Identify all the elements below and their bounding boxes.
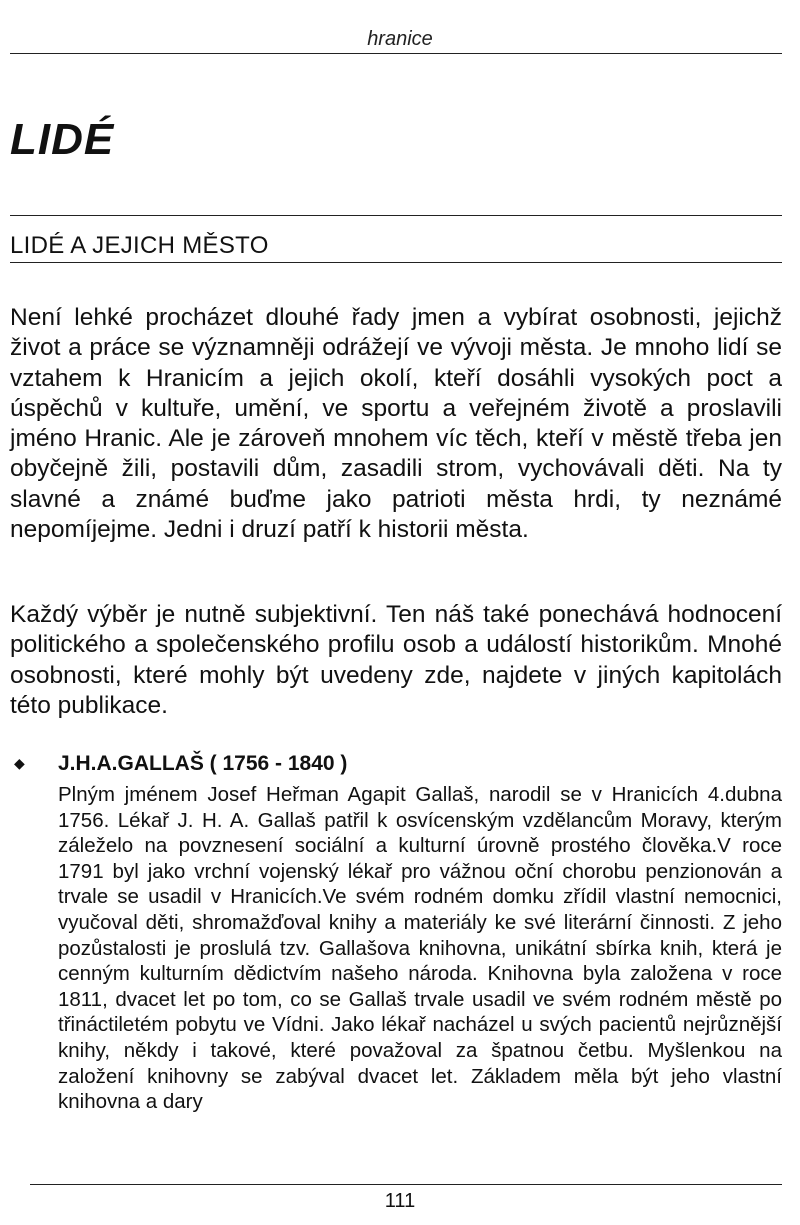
header-rule [10, 53, 782, 54]
intro-paragraph-1: Není lehké procházet dlouhé řady jmen a vybírat osobnosti, jejichž život a práce se významněji odrážejí ve vývoji města. Je mnoho lidí se vztahem k Hranicím a jejich okolí, kteří dosáhli vysokých poct a úspěchů v kultuře, umění, ve sportu a veřejném životě a proslavili jméno Hranic. Ale je zároveň mnohem víc těch, kteří v městě třeba jen obyčejně žili, postavili dům, zasadili strom, vychovávali děti. Na ty slavné a známé buďme jako patrioti města hrdi, ty neznámé nepomíjejme. Jedni i druzí patří k historii města. [10, 304, 782, 544]
page-number: 111 [384, 1190, 416, 1212]
chapter-rule [10, 215, 782, 216]
footer-rule [30, 1184, 782, 1185]
chapter-title: LIDÉ [10, 115, 115, 164]
section-title: LIDÉ A JEJICH MĚSTO [10, 232, 269, 259]
section-rule [10, 262, 782, 263]
intro-paragraph-2: Každý výběr je nutně subjektivní. Ten náš také ponechává hodnocení politického a společenského profilu osob a událostí historikům. Mnohé osobnosti, které mohly být uvedeny zde, najdete v jiných kapitolách této publikace. [10, 601, 782, 719]
entry-heading-text: J.H.A.GALLAŠ ( 1756 - 1840 ) [58, 752, 348, 775]
entry-heading [10, 750, 782, 777]
diamond-bullet-icon: ◆ [14, 755, 25, 771]
entry-text: Plným jménem Josef Heřman Agapit Gallaš, narodil se v Hranicích 4.dubna 1756. Lékař J. H. A. Gallaš patřil k osvícenským vzdělancům Moravy, kterým záleželo na povznesení sociální a kulturní úrovně prostého člověka.V roce 1791 byl jako vrchní vojenský lékař pro vážnou oční chorobu penzionován a trvale se usadil v Hranicích.Ve svém rodném domku zřídil vlastní nemocnici, vyučoval děti, shromažďoval knihy a materiály ke své literární činnosti. Z jeho pozůstalosti je proslulá tzv. Gallašova knihovna, unikátní sbírka knih, která je cenným kulturním dědictvím našeho národa. Knihovna byla založena v roce 1811, dvacet let po tom, co se Gallaš trvale usadil ve svém rodném městě po třináctiletém pobytu ve Vídni. Jako lékař nacházel u svých pacientů nejrůznější knihy, někdy i takové, které považoval za špatnou četbu. Myšlenkou na založení knihovny se zabýval dvacet let. Základem měla být jeho vlastní knihovna a dary [58, 783, 782, 1114]
running-header: hranice [367, 28, 433, 50]
